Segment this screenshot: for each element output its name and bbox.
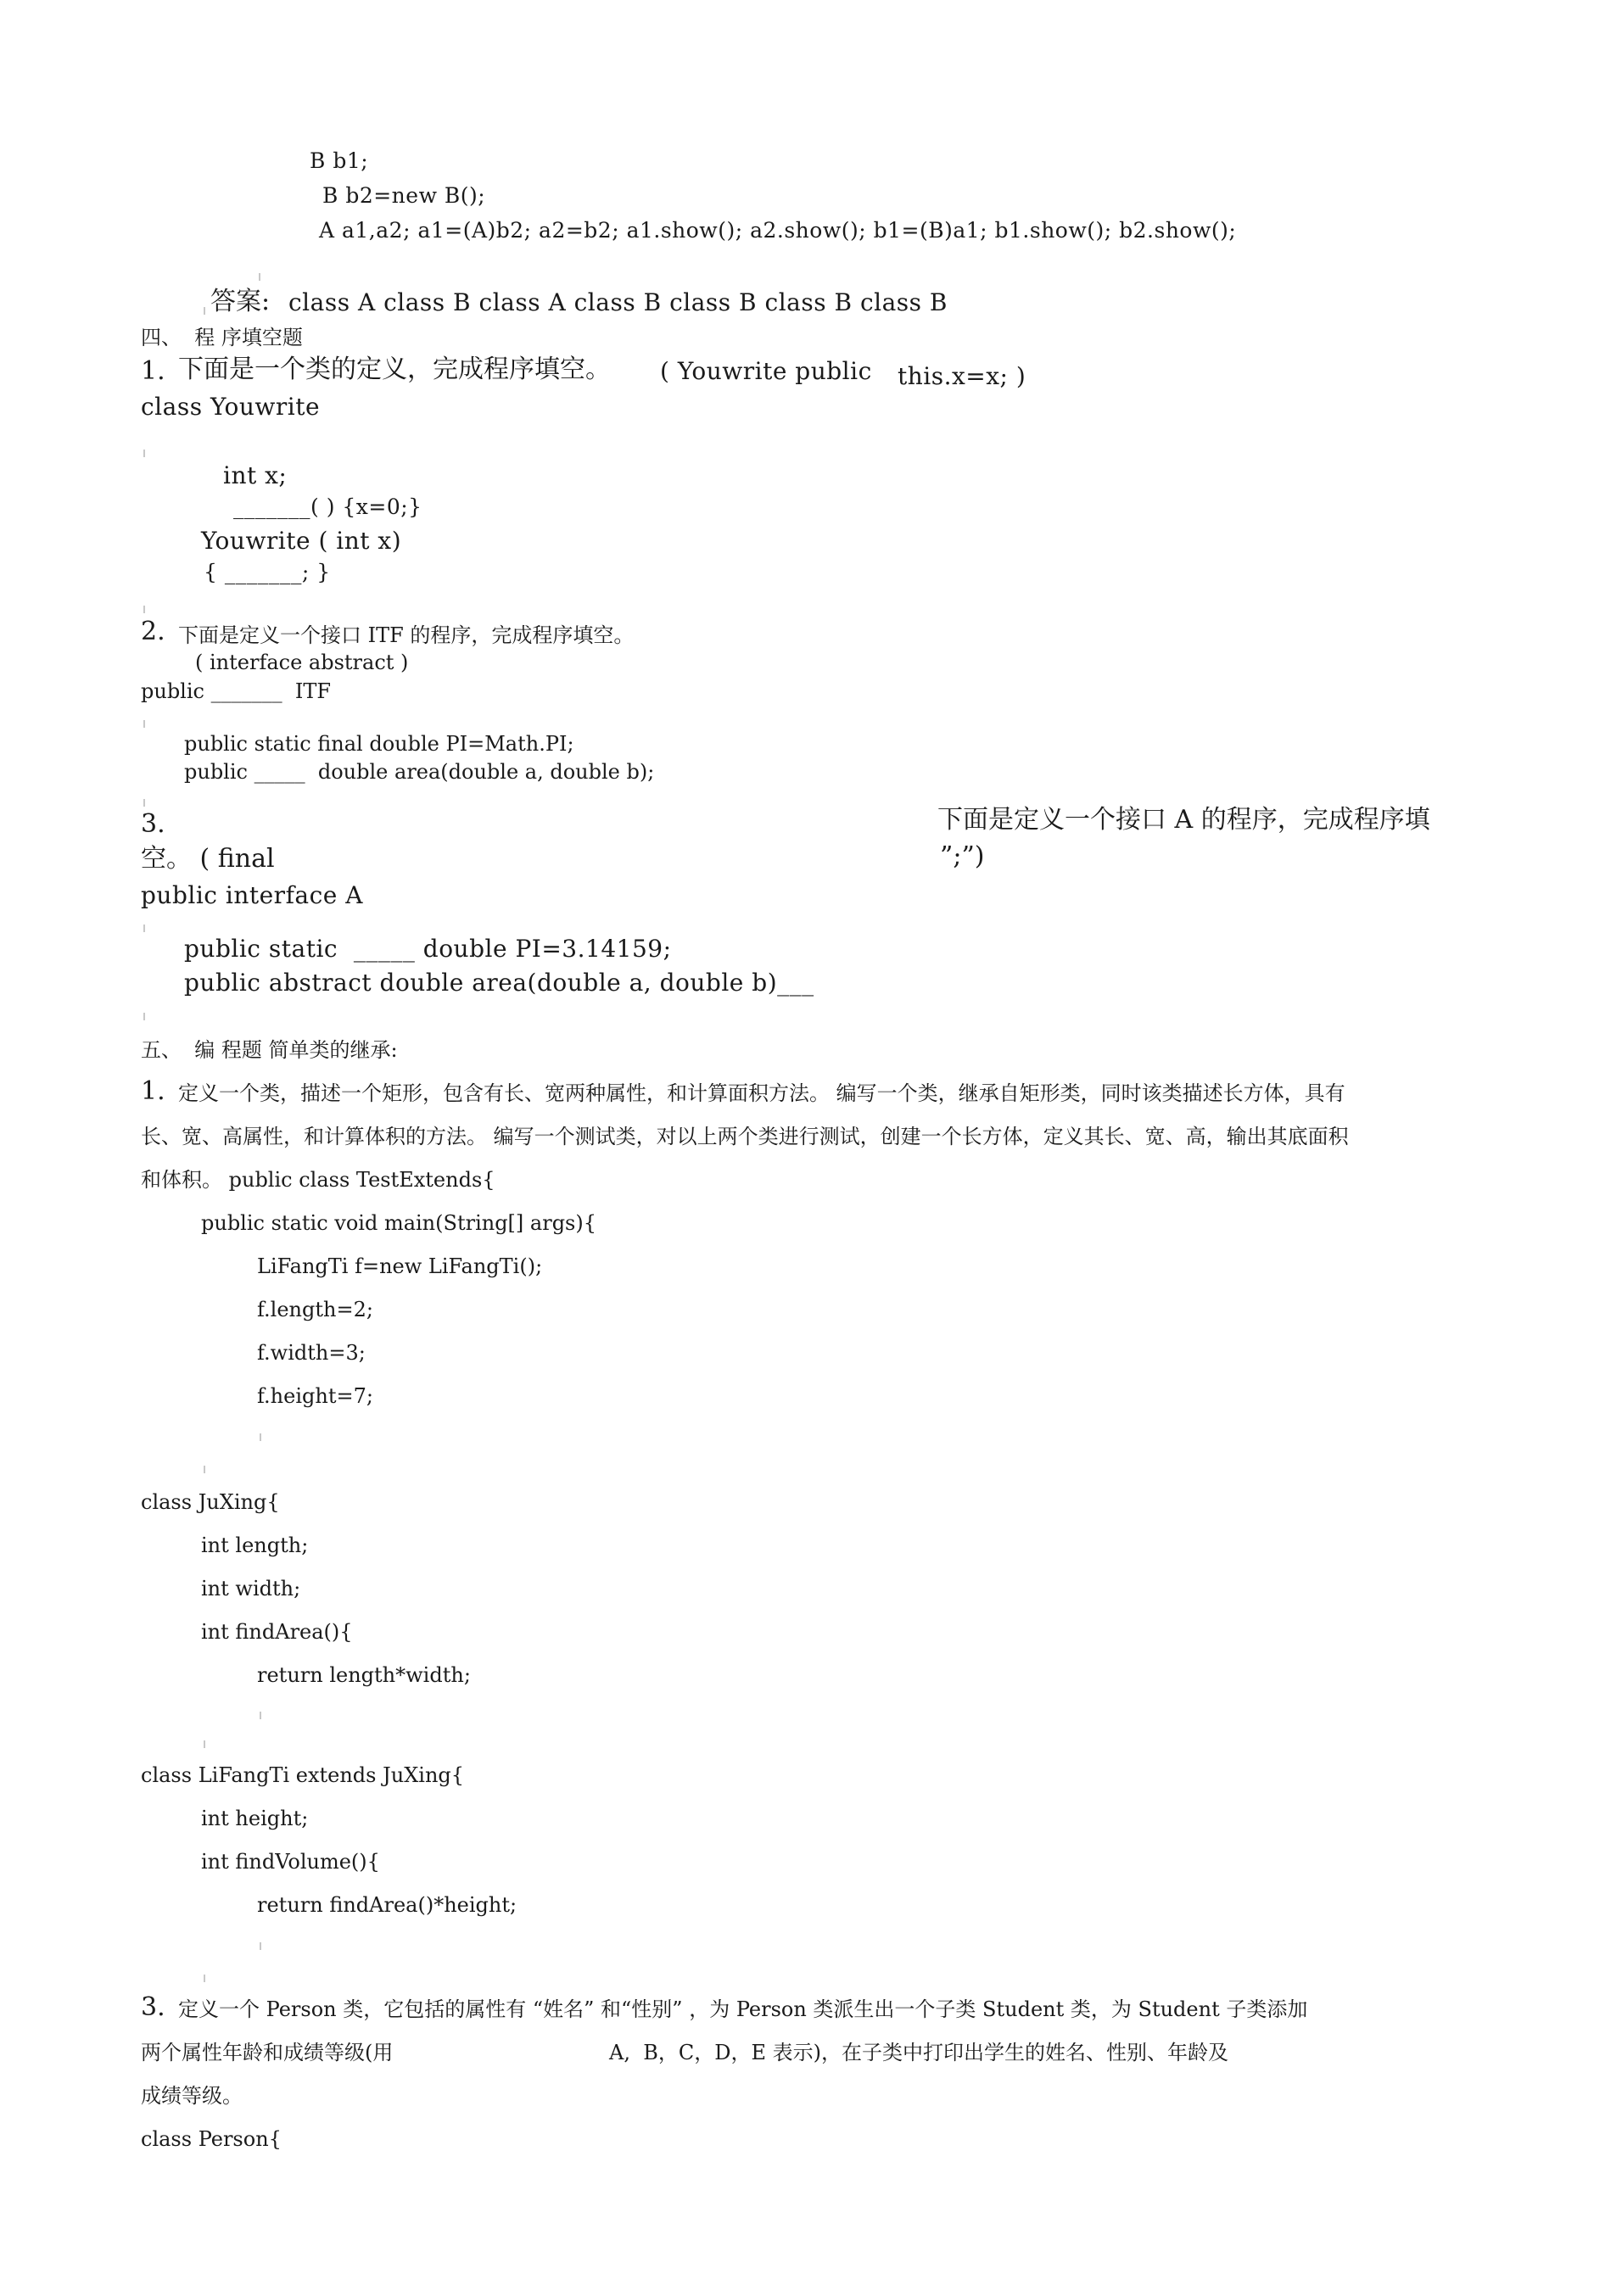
code-line: public abstract double area(double a, double b)___: [184, 969, 814, 997]
paragraph-mark: [204, 1975, 205, 1982]
problem-number: 1.: [141, 1076, 165, 1106]
code-line: public _______ ITF: [141, 679, 332, 703]
paragraph-mark: [260, 1942, 261, 1950]
code-line: class LiFangTi extends JuXing{: [141, 1763, 465, 1787]
section-title: 四、 程 序填空题: [141, 326, 303, 349]
code-line: int length;: [201, 1533, 309, 1557]
code-line: public static void main(String[] args){: [201, 1211, 597, 1235]
section-title: 五、 编 程题 简单类的继承:: [141, 1038, 398, 1062]
paragraph-mark: [204, 1740, 205, 1748]
code-line: return findArea()*height;: [257, 1893, 517, 1917]
paragraph-mark: [143, 450, 145, 457]
code-line: f.width=3;: [257, 1341, 366, 1365]
question-text: 下面是定义一个接口 A 的程序，完成程序填: [937, 805, 1430, 835]
problem-text: 长、宽、高属性，和计算体积的方法。 编写一个测试类，对以上两个类进行测试，创建一个长方体，定义其长、宽、高，输出其底面积: [141, 1125, 1349, 1148]
question-hint: ( interface abstract ): [195, 651, 409, 674]
paragraph-mark: [143, 606, 145, 613]
paragraph-mark: [143, 1013, 145, 1020]
question-hint: 空。 ( final: [141, 844, 275, 874]
code-line: public interface A: [141, 881, 363, 909]
code-line: int height;: [201, 1807, 309, 1830]
problem-text: 定义一个类，描述一个矩形，包含有长、宽两种属性，和计算面积方法。 编写一个类，继承自矩形类，同时该类描述长方体，具有: [178, 1081, 1345, 1105]
code-line: class Person{: [141, 2127, 282, 2151]
question-text: 下面是定义一个接口 ITF 的程序，完成程序填空。: [178, 623, 635, 647]
paragraph-mark: [259, 273, 260, 281]
answer-text: class A class B class A class B class B class B class B: [288, 288, 948, 316]
code-line: return length*width;: [257, 1663, 471, 1687]
code-line: class JuXing{: [141, 1490, 280, 1514]
code-line: int findVolume(){: [201, 1850, 380, 1874]
code-line: A a1,a2; a1=(A)b2; a2=b2; a1.show(); a2.show(); b1=(B)a1; b1.show(); b2.show();: [319, 218, 1237, 243]
question-number: 2.: [141, 617, 165, 646]
paragraph-mark: [204, 1466, 205, 1473]
code-line: int width;: [201, 1577, 301, 1600]
problem-text: 定义一个 Person 类，它包括的属性有 “姓名” 和“性别” ，为 Person 类派生出一个子类 Student 类，为 Student 子类添加: [178, 1997, 1308, 2021]
code-line: B b1;: [310, 148, 369, 173]
answer-label: 答案:: [210, 287, 271, 316]
code-line: int findArea(){: [201, 1620, 353, 1644]
question-hint: this.x=x; ): [898, 362, 1026, 390]
code-line: class Youwrite: [141, 393, 321, 421]
problem-text: A, B，C，D，E 表示)，在子类中打印出学生的姓名、性别、年龄及: [609, 2041, 1228, 2064]
paragraph-mark: [143, 925, 145, 932]
code-line: int x;: [223, 461, 288, 489]
code-line: f.length=2;: [257, 1298, 373, 1321]
code-line: public _____ double area(double a, double b);: [184, 760, 655, 784]
code-line: _______( ) {x=0;}: [233, 494, 422, 519]
paragraph-mark: [260, 1712, 261, 1719]
code-line: public static final double PI=Math.PI;: [184, 732, 574, 756]
question-hint: ”;”): [940, 841, 985, 871]
problem-text: 两个属性年龄和成绩等级(用: [141, 2041, 394, 2064]
code-line: f.height=7;: [257, 1384, 373, 1408]
code-line: LiFangTi f=new LiFangTi();: [257, 1254, 543, 1278]
code-line: Youwrite ( int x): [201, 527, 402, 555]
problem-number: 3.: [141, 1992, 165, 2022]
question-number: 1.: [141, 356, 165, 386]
problem-text: 成绩等级。: [141, 2084, 243, 2108]
code-line: { _______; }: [204, 560, 331, 584]
question-number: 3.: [141, 809, 165, 839]
code-line: B b2=new B();: [322, 183, 486, 208]
question-text: 下面是一个类的定义，完成程序填空。: [178, 355, 611, 384]
paragraph-mark: [143, 799, 145, 807]
problem-text: 和体积。 public class TestExtends{: [141, 1168, 495, 1192]
paragraph-mark: [204, 307, 205, 315]
paragraph-mark: [260, 1433, 261, 1441]
paragraph-mark: [143, 720, 145, 728]
code-line: public static _____ double PI=3.14159;: [184, 935, 672, 963]
question-hint: ( Youwrite public: [660, 357, 872, 385]
